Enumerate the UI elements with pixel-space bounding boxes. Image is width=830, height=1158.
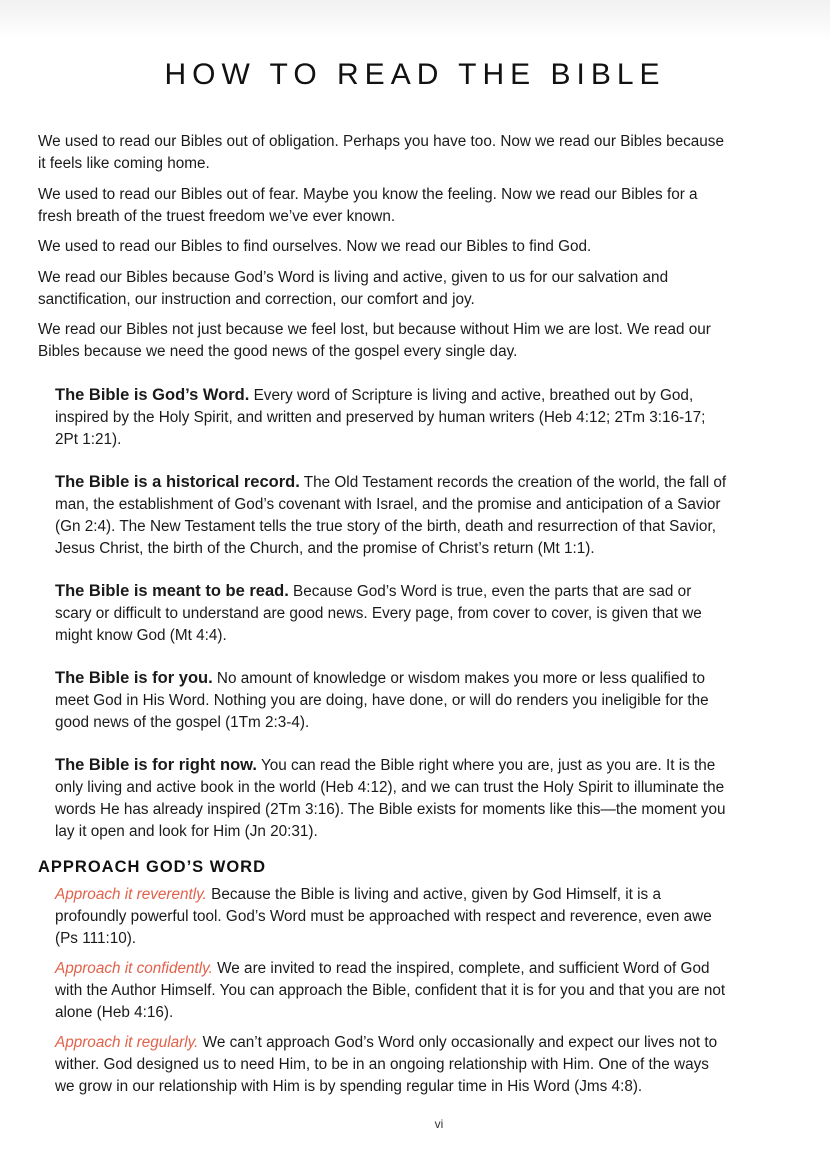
intro-paragraph: We used to read our Bibles out of obligation. Perhaps you have too. Now we read our Bibles because it feels like coming home. — [38, 133, 724, 172]
intro-section — [38, 131, 730, 372]
point-lead: The Bible is meant to be read. — [55, 582, 289, 600]
page-number: vi — [434, 1117, 444, 1131]
intro-paragraph: We used to read our Bibles to find ourselves. Now we read our Bibles to find God. — [38, 238, 592, 255]
point-text: The Old Testament records the creation of the world, the fall of man, the establishment of God’s covenant with Israel, and the promise and anticipation of a Savior (Gn 2:4). The New Testament tells the true story of the birth, death and resurrection of that Savior, Jesus Christ, the birth of the Church, and the promise of Christ’s return (Mt 1:1). — [55, 474, 727, 557]
intro-paragraph: We read our Bibles because God’s Word is living and active, given to us for our salvation and sanctification, our instruction and correction, our comfort and joy. — [38, 268, 669, 308]
point-lead: The Bible is a historical record. — [55, 473, 300, 491]
point-text: Every word of Scripture is living and active, breathed out by God, inspired by the Holy Spirit, and written and preserved by human writers (Heb 4:12; 2Tm 3:16-17; 2Pt 1:21). — [55, 387, 706, 448]
approach-lead: Approach it regularly. — [55, 1034, 199, 1051]
point-text: No amount of knowledge or wisdom makes you more or less qualified to meet God in His Word. Nothing you are doing, have done, or will do renders you ineligible for the good news of the gospel (1Tm 2:3-4). — [55, 670, 709, 731]
point-for-right-now — [55, 754, 731, 843]
approach-heading: APPROACH GOD’S WORD — [38, 858, 267, 876]
point-gods-word — [55, 384, 731, 451]
approach-section — [55, 884, 731, 1106]
approach-lead: Approach it reverently. — [55, 886, 207, 903]
page-title: HOW TO READ THE BIBLE — [164, 58, 666, 91]
point-lead: The Bible is for you. — [55, 669, 213, 687]
top-shadow — [0, 0, 830, 40]
intro-paragraph: We read our Bibles not just because we feel lost, but because without Him we are lost. We read our Bibles because we need the good news of the gospel every single day. — [38, 321, 711, 360]
point-lead: The Bible is for right now. — [55, 756, 257, 774]
point-meant-to-be-read — [55, 580, 731, 647]
point-for-you — [55, 667, 731, 734]
point-text: You can read the Bible right where you are, just as you are. It is the only living and active book in the world (Heb 4:12), and we can trust the Holy Spirit to illuminate the words He has already inspired (2Tm 3:16). The Bible exists for moments like this—the moment you lay it open and look for Him (Jn 20:31). — [55, 757, 726, 840]
bible-points — [55, 384, 731, 863]
approach-reverently — [55, 884, 731, 950]
approach-confidently — [55, 958, 731, 1024]
point-historical-record — [55, 471, 731, 560]
point-lead: The Bible is God’s Word. — [55, 386, 250, 404]
approach-text: We can’t approach God’s Word only occasionally and expect our lives not to wither. God designed us to need Him, to be in an ongoing relationship with Him. One of the ways we grow in our relationship with Him is by spending regular time in His Word (Jms 4:8). — [55, 1034, 718, 1095]
intro-paragraph: We used to read our Bibles out of fear. Maybe you know the feeling. Now we read our Bibles for a fresh breath of the truest freedom we’ve ever known. — [38, 185, 698, 225]
approach-regularly — [55, 1032, 731, 1098]
point-text: Because God’s Word is true, even the parts that are sad or scary or difficult to understand are good news. Every page, from cover to cover, is given that we might know God (Mt 4:4). — [55, 583, 702, 644]
approach-text: We are invited to read the inspired, complete, and sufficient Word of God with the Author Himself. You can approach the Bible, confident that it is for you and that you are not alone (Heb 4:16). — [55, 960, 726, 1021]
approach-lead: Approach it confidently. — [55, 960, 213, 977]
approach-text: Because the Bible is living and active, given by God Himself, it is a profoundly powerful tool. God’s Word must be approached with respect and reverence, even awe (Ps 111:10). — [55, 886, 712, 947]
